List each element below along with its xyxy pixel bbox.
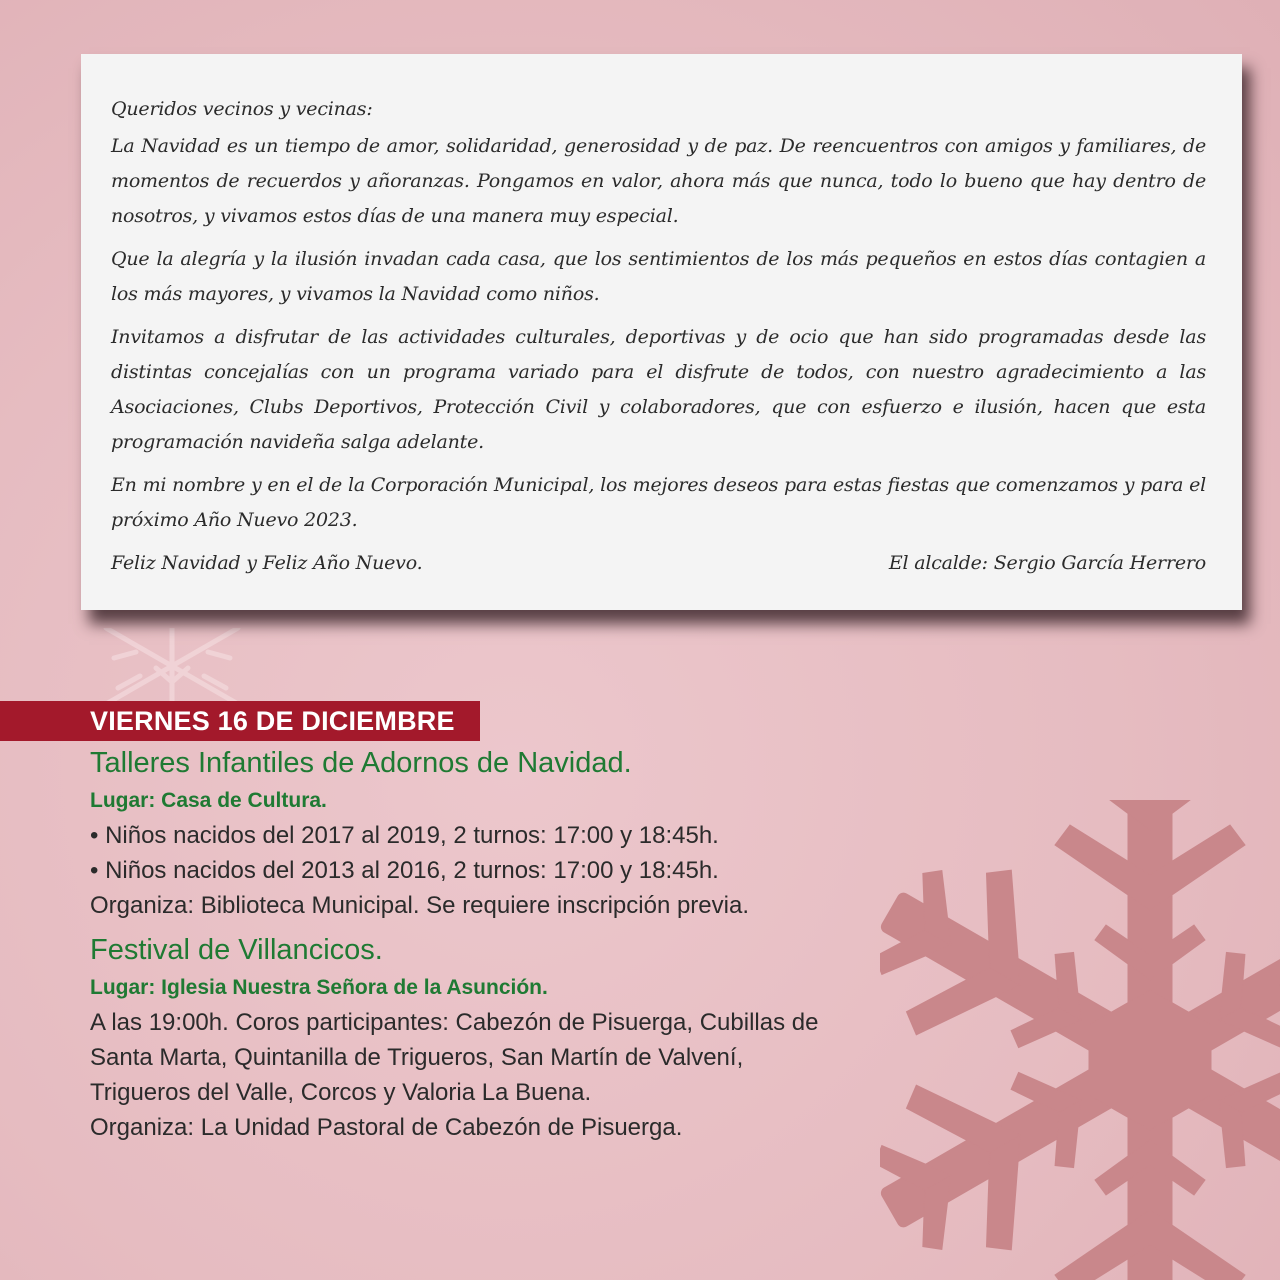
letter-signature: El alcalde: Sergio García Herrero <box>888 552 1206 574</box>
events-list <box>90 742 950 1145</box>
event-title: Festival de Villancicos. <box>90 934 383 966</box>
snowflake-small-icon <box>96 628 248 704</box>
letter-paragraph: La Navidad es un tiempo de amor, solidaridad, generosidad y de paz. De reencuentros con amigos y familiares, de momentos de recuerdos y añoranzas. Pongamos en valor, ahora más que nunca, todo lo bueno que hay dentro de nosotros, y vivamos estos días de una manera muy especial. <box>111 135 1206 227</box>
event-detail-line: A las 19:00h. Coros participantes: Cabezón de Pisuerga, Cubillas de <box>90 1009 819 1036</box>
day-heading-banner: VIERNES 16 DE DICIEMBRE <box>0 701 480 741</box>
event-organizer: Organiza: Biblioteca Municipal. Se requiere inscripción previa. <box>90 892 749 919</box>
event-detail-line: • Niños nacidos del 2017 al 2019, 2 turnos: 17:00 y 18:45h. <box>90 822 719 849</box>
event-organizer: Organiza: La Unidad Pastoral de Cabezón de Pisuerga. <box>90 1114 683 1141</box>
event-detail-line: Trigueros del Valle, Corcos y Valoria La Buena. <box>90 1079 592 1106</box>
event-detail-line: Santa Marta, Quintanilla de Trigueros, San Martín de Valvení, <box>90 1044 744 1071</box>
event-item <box>90 742 950 923</box>
event-place: Lugar: Casa de Cultura. <box>90 789 327 812</box>
event-place: Lugar: Iglesia Nuestra Señora de la Asunción. <box>90 976 548 999</box>
mayor-letter-card <box>81 54 1242 610</box>
event-detail-line: • Niños nacidos del 2013 al 2016, 2 turnos: 17:00 y 18:45h. <box>90 857 719 884</box>
letter-paragraph: Invitamos a disfrutar de las actividades culturales, deportivas y de ocio que han sido programadas desde las distintas concejalías con un programa variado para el disfrute de todos, con nuestro agradecimiento a las Asociaciones, Clubs Deportivos, Protección Civil y colaboradores, que con esfuerzo e ilusión, hacen que esta programación navideña salga adelante. <box>111 326 1206 453</box>
letter-paragraph: Que la alegría y la ilusión invadan cada casa, que los sentimientos de los más pequeños en estos días contagien a los más mayores, y vivamos la Navidad como niños. <box>111 248 1206 305</box>
letter-paragraph: En mi nombre y en el de la Corporación Municipal, los mejores deseos para estas fiestas que comenzamos y para el próximo Año Nuevo 2023. <box>111 474 1206 531</box>
event-title: Talleres Infantiles de Adornos de Navidad. <box>90 747 632 779</box>
letter-greeting: Queridos vecinos y vecinas: <box>111 98 373 120</box>
event-item <box>90 929 950 1145</box>
letter-closing: Feliz Navidad y Feliz Año Nuevo. <box>111 552 423 574</box>
